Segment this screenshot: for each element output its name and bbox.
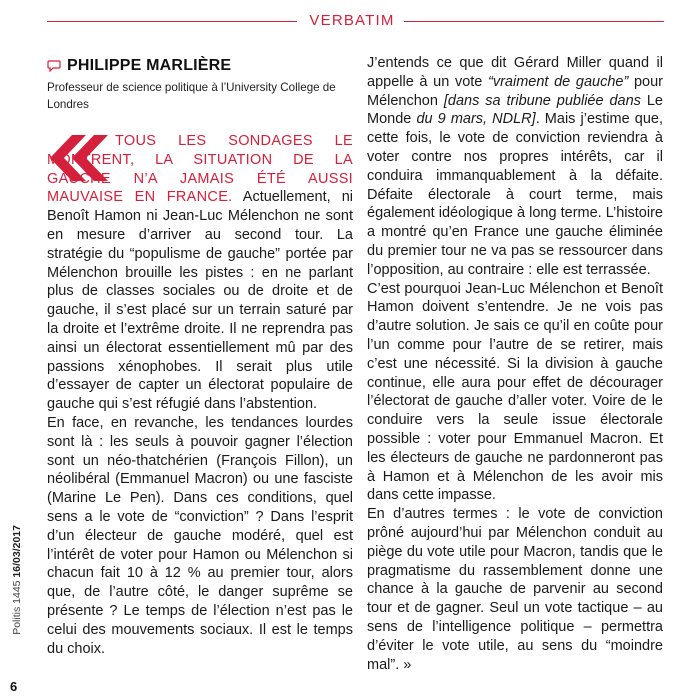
right-column (367, 54, 663, 674)
lead-caps: TOUS LES SONDAGES LE MONTRENT, LA SITUATION DE LA GAUCHE N’A JAMAIS ÉTÉ AUSSI MAUVAISE EN FRANCE. (47, 133, 353, 206)
folio-date: 16/03/2017 (11, 525, 23, 578)
lead-text: Actuellement, ni Benoît Hamon ni Jean-Luc Mélenchon ne sont en mesure d’arriver au second tour. La stratégie du “populisme de gauche” portée par Mélenchon brouille les pistes : en ne parlant plus de classes sociales ou de droite et de gauche, il s’est placé sur un terrain saturé par la droite et l’extrême droite. Il ne reprendra pas ainsi un électorat essentiellement mû par des passions xénophobes. Il serait plus utile d’essayer de capter un électorat populaire de gauche qui s’est réfugié dans l’abstention. (47, 189, 353, 413)
page-number: 6 (10, 679, 18, 694)
header-rule-left (47, 21, 297, 22)
folio (6, 525, 23, 674)
author-line (47, 57, 231, 75)
paragraph-2: En face, en revanche, les tendances lourdes sont là : les seuls à pouvoir gagner l’élection sont un néo-thatchérien (François Fillon), un néolibéral (Emmanuel Macron) ou une fasciste (Marine Le Pen). Dans ces conditions, quel sens a le vote de “conviction” ? Dans l’esprit d’un électeur de gauche modéré, quel est l’intérêt de voter pour Hamon ou Mélenchon si chacun fait 10 à 12 % au premier tour, alors que, de l’autre côté, le danger suprême se présente ? Le temps de l’élection n’est pas le celui des mouvements sociaux. Il est le temps du choix. (47, 414, 353, 657)
paragraph-3: J’entends ce que dit Gérard Miller quand il appelle à un vote “vraiment de gauche” pour Mélenchon [dans sa tribune publiée dans Le Monde du 9 mars, NDLR]. Mais j’estime que, cette fois, le vote de conviction reviendra à voter contre nos propres intérêts, car il conduira immanquablement à la défaite. Défaite électorale à court terme, mais également idéologique à long terme. L’histoire a montré qu’en France une gauche éliminée du premier tour ne va pas se ressourcer dans l’opposition, au contraire : elle est terrassée. (367, 55, 663, 278)
author-name: PHILIPPE MARLIÈRE (67, 57, 232, 74)
paragraph-4: C’est pourquoi Jean-Luc Mélenchon et Benoît Hamon doivent s’entendre. Je ne vois pas d’autre solution. Je sais ce qu’il en coûte pour l’un comme pour l’autre de se retirer, mais c’est une nécessité. Si la division à gauche continue, elle aura pour effet de décourager l’électorat de gauche d’aller voter. Voire de le conduire vers la seule issue électorale possible : voter pour Emmanuel Macron. Et les électeurs de gauche ne pardonneront pas à Hamon et à Mélenchon de les avoir mis dans cette impasse. (367, 280, 663, 504)
lead-paragraph (47, 132, 353, 658)
author-role: Professeur de science politique à l’University College de Londres (47, 81, 336, 111)
folio-publication: Politis 1445 (11, 580, 23, 635)
speech-bubble-icon (47, 60, 61, 72)
paragraph-5: En d’autres termes : le vote de conviction prôné aujourd’hui par Mélenchon conduit au piège du vote utile pour Macron, tandis que le pragmatisme du rassemblement donne une chance à la gauche de parvenir au second tour et de gagner. Seul un vote tactique – au sens de l’intelligence politique – permettra d’éviter le vote utile, au sens du “moindre mal”. » (367, 506, 663, 673)
header-rule-right (404, 21, 664, 22)
section-label: VERBATIM (309, 12, 395, 29)
